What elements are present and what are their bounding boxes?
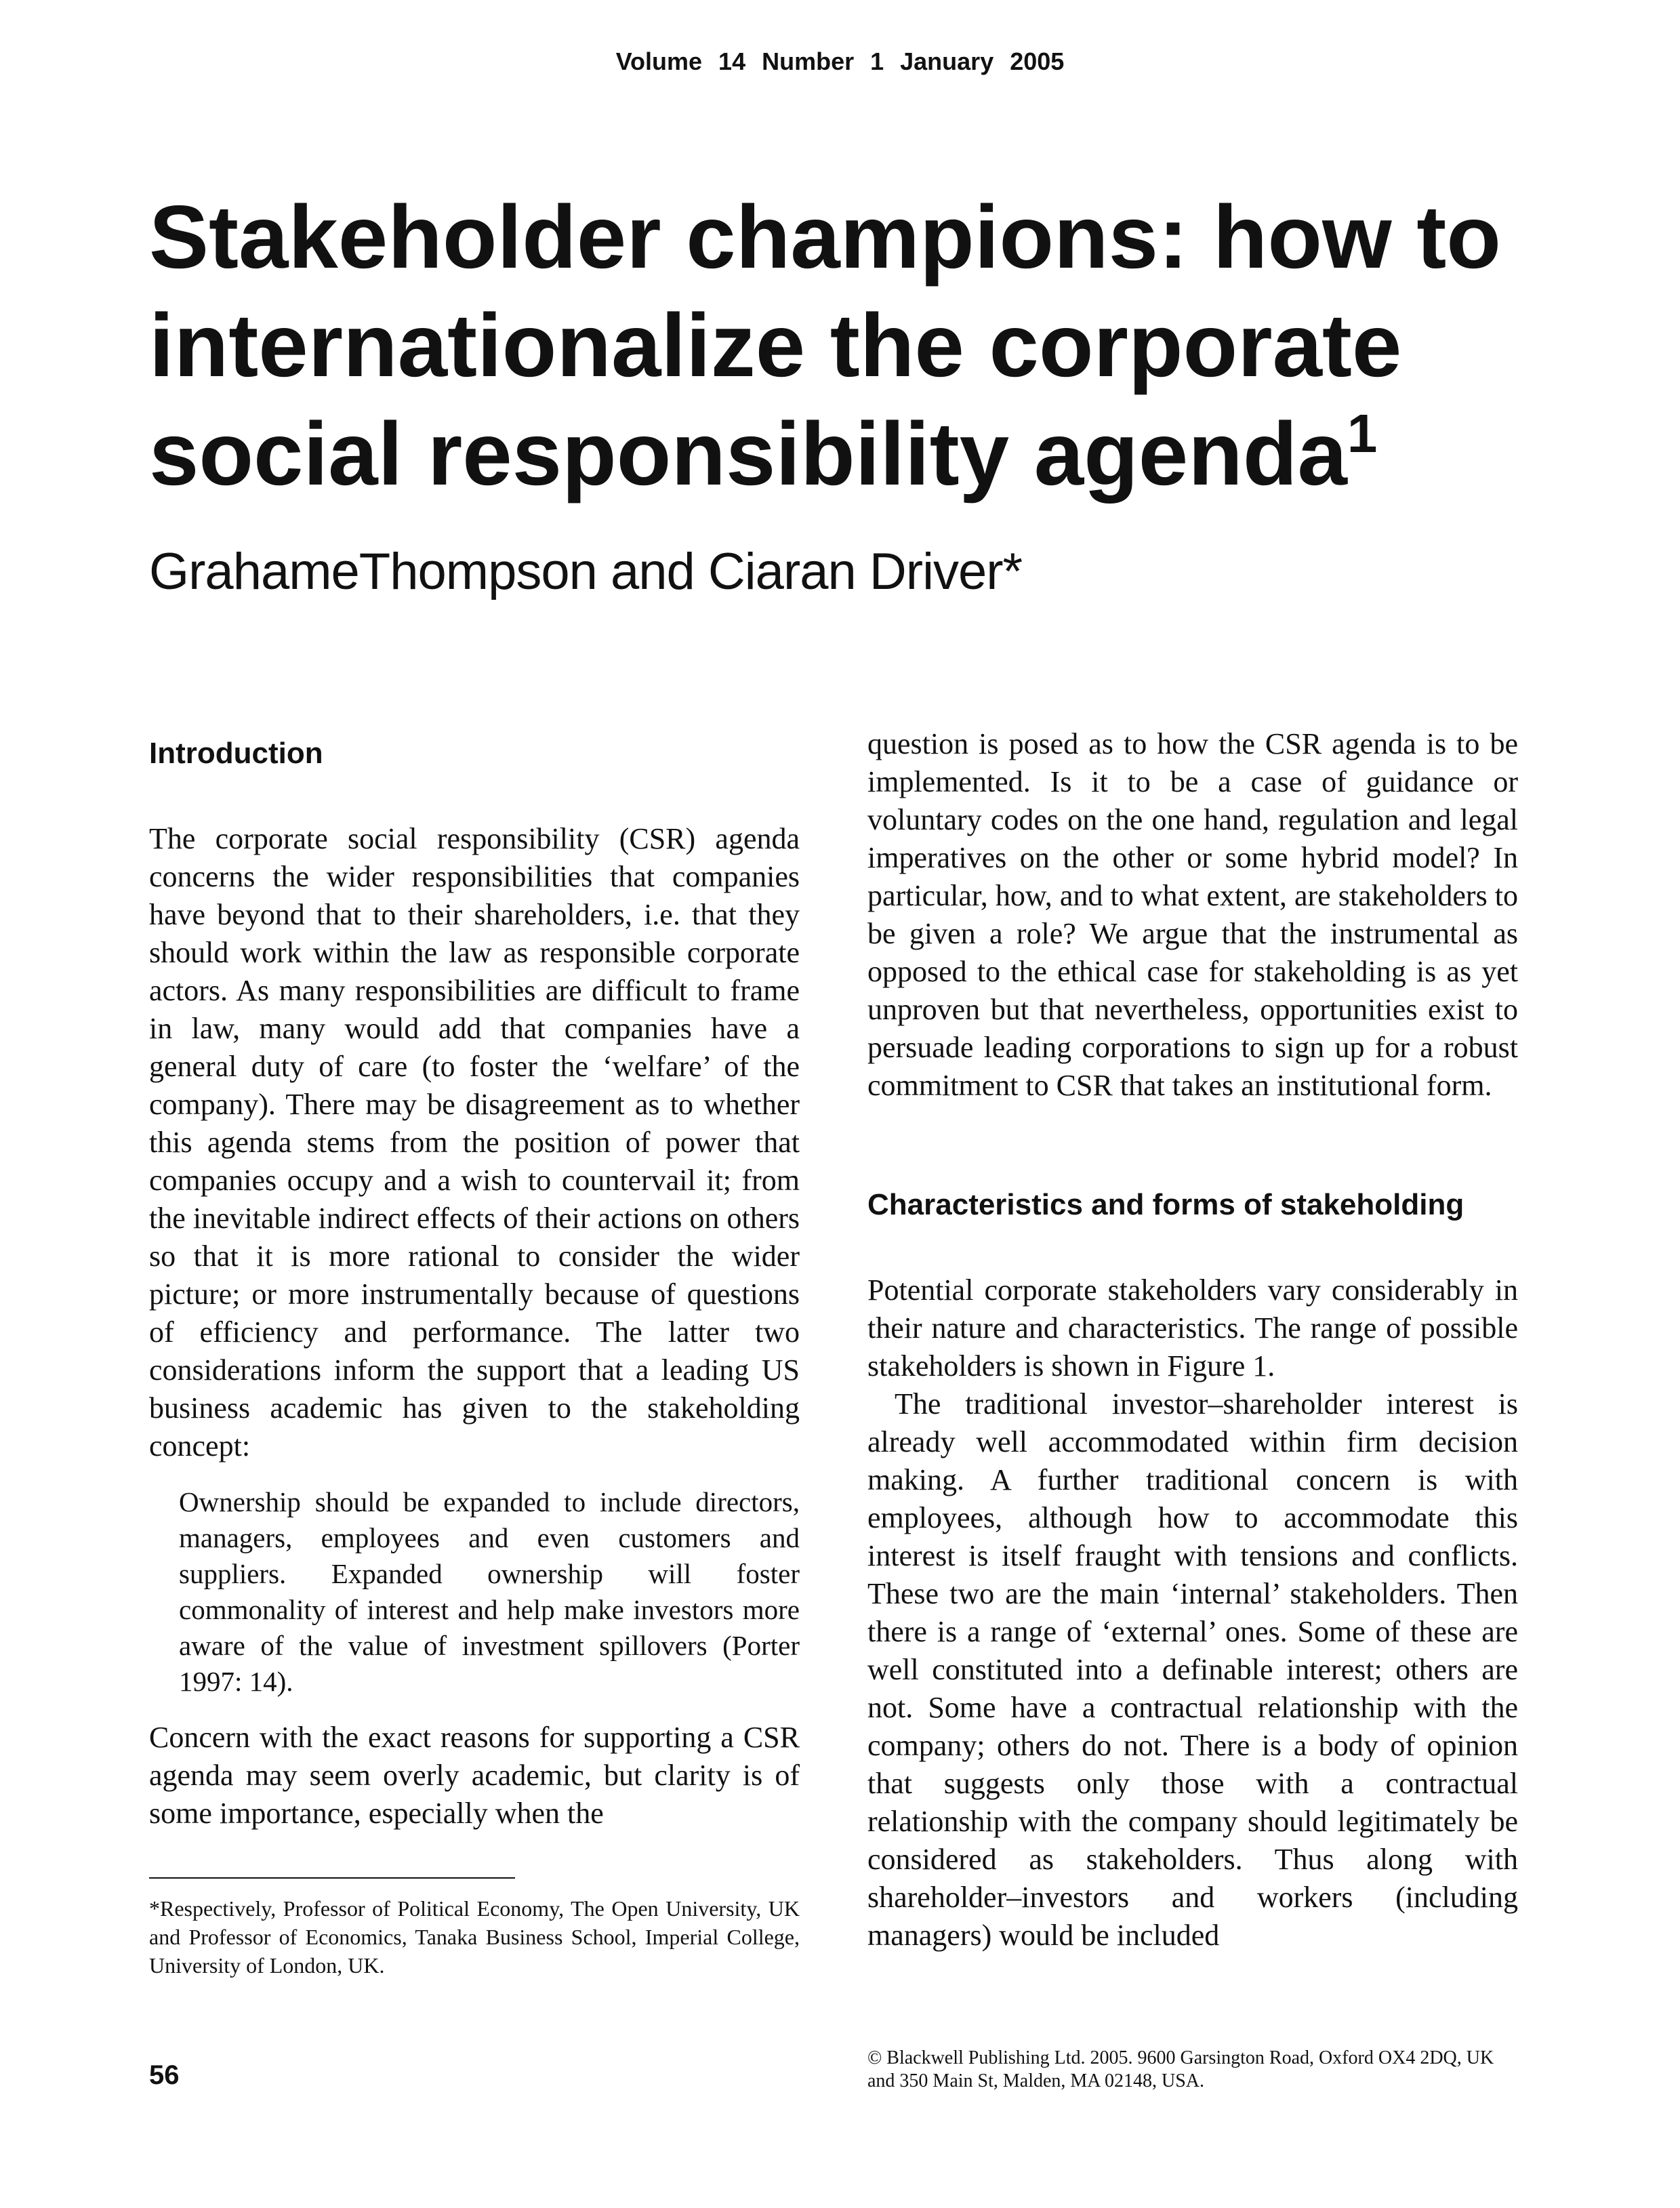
body-paragraph: question is posed as to how the CSR agenda is to be implemented. Is it to be a case of guidance or voluntary codes on the one hand, regulation and legal imperatives on the other or some hybrid model? In particular, how, and to what extent, are stakeholders to be given a role? We argue that the instrumental as opposed to the ethical case for stakeholding is as yet unproven but that nevertheless, opportunities exist to persuade leading corporations to sign up for a robust commitment to CSR that takes an institutional form.	[867, 727, 1518, 1102]
article-title-text: Stakeholder champions: how to internationalize the corporate social responsibility agenda	[149, 187, 1501, 504]
article-authors: GrahameThompson and Ciaran Driver*	[149, 543, 1023, 600]
title-footnote-marker: 1	[1347, 403, 1378, 464]
journal-issue-line: Volume 14 Number 1 January 2005	[615, 47, 1065, 75]
publisher-line: and 350 Main St, Malden, MA 02148, USA.	[867, 2070, 1204, 2091]
body-paragraph: Concern with the exact reasons for supporting a CSR agenda may seem overly academic, but clarity is of some importance, especially when the	[149, 1721, 800, 1830]
body-paragraph: Potential corporate stakeholders vary considerably in their nature and characteristics. The range of possible stakeholders is shown in Figure 1.	[867, 1273, 1518, 1383]
block-quote: Ownership should be expanded to include directors, managers, employees and even customers and suppliers. Expanded ownership will foster commonality of interest and help make investors more aware of the value of investment spillovers (Porter 1997: 14).	[179, 1486, 800, 1697]
publisher-info	[867, 2047, 1532, 2093]
body-paragraph: The traditional investor–shareholder interest is already well accommodated within firm decision making. A further traditional concern is with employees, although how to accommodate this interest is itself fraught with tensions and conflicts. These two are the main ‘internal’ stakeholders. Then there is a range of ‘external’ ones. Some of these are well constituted into a definable interest; others are not. Some have a contractual relationship with the company; others do not. There is a body of opinion that suggests only those with a contractual relationship with the company should legitimately be considered as stakeholders. Thus along with shareholder–investors and workers (including managers) would be included	[867, 1387, 1518, 1952]
page-number: 56	[149, 2060, 180, 2090]
author-footnote: *Respectively, Professor of Political Economy, The Open University, UK and Professor of Economics, Tanaka Business School, Imperial College, University of London, UK.	[149, 1896, 800, 1978]
publisher-line: © Blackwell Publishing Ltd. 2005. 9600 Garsington Road, Oxford OX4 2DQ, UK	[867, 2047, 1494, 2068]
right-column	[867, 725, 1518, 1955]
body-paragraph: The corporate social responsibility (CSR) agenda concerns the wider responsibilities that companies have beyond that to their shareholders, i.e. that they should work within the law as responsible corporate actors. As many responsibilities are difficult to frame in law, many would add that companies have a general duty of care (to foster the ‘welfare’ of the company). There may be disagreement as to whether this agenda stems from the position of power that companies occupy and a wish to countervail it; from the inevitable indirect effects of their actions on others so that it is more rational to consider the wider picture; or more instrumentally because of questions of efficiency and performance. The latter two considerations inform the support that a leading US business academic has given to the stakeholding concept:	[149, 822, 800, 1463]
section-heading-characteristics: Characteristics and forms of stakeholding	[867, 1188, 1464, 1221]
footnote-divider	[149, 1877, 515, 1879]
article-title	[149, 183, 1572, 508]
left-column	[149, 725, 800, 1833]
section-heading-introduction: Introduction	[149, 737, 323, 770]
